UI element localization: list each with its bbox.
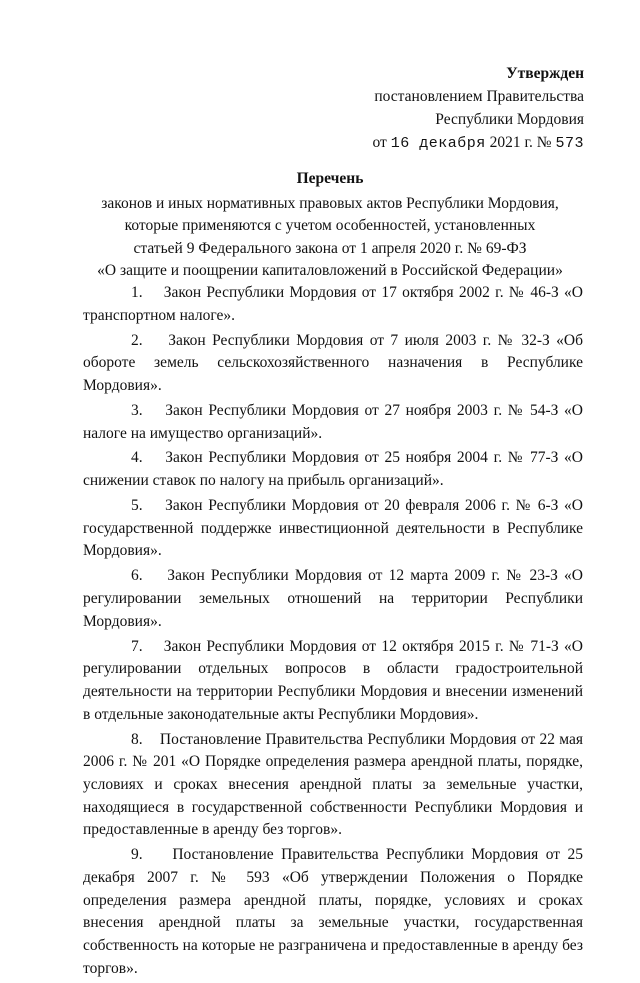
title-line-3: статьей 9 Федерального закона от 1 апреля 2020 г. № 69-ФЗ: [133, 239, 527, 257]
approval-heading: Утвержден: [506, 65, 584, 82]
approval-block: [354, 62, 584, 155]
list-item: 5. Закон Республики Мордовия от 20 февраля 2006 г. № 6-З «О государственной поддержке инвестиционной деятельности в Республике Мордовия».: [83, 497, 583, 560]
date-prefix: от: [372, 134, 387, 151]
title-line-4: «О защите и поощрении капиталовложений в Российской Федерации»: [97, 262, 563, 279]
title-line-2: которые применяются с учетом особенностей, установленных: [124, 217, 536, 234]
document-title: Перечень: [296, 170, 364, 187]
list-item: 8. Постановление Правительства Республики Мордовия от 22 мая 2006 г. № 201 «О Порядке определения размера арендной платы, порядке, условиях и сроках внесения арендной платы за земельные участки, находящиеся в государственной собственности Республики Мордовия и предоставленные в аренду без торгов».: [83, 730, 583, 839]
approval-line-1: постановлением Правительства: [374, 88, 584, 105]
date-year: 2021 г. №: [489, 134, 552, 151]
list-item: 4. Закон Республики Мордовия от 25 ноября 2004 г. № 77-З «О снижении ставок по налогу на прибыль организаций».: [83, 449, 583, 490]
list-item: 2. Закон Республики Мордовия от 7 июля 2003 г. № 32-З «Об обороте земель сельскохозяйственного назначения в Республике Мордовия».: [83, 331, 583, 394]
acts-list: [83, 282, 583, 983]
title-line-1: законов и иных нормативных правовых актов Республики Мордовия,: [101, 194, 559, 212]
approval-date-line: [354, 131, 584, 155]
title-block: [90, 168, 570, 283]
list-item: 9. Постановление Правительства Республики Мордовия от 25 декабря 2007 г. № 593 «Об утверждении Положения о Порядке определения размера арендной платы, порядке, условиях и сроках внесения арендной платы за земельные участки, государственная собственность на которые не разграничена и предоставленные в аренду без торгов».: [83, 846, 583, 977]
date-day-month: 16 декабря: [390, 135, 486, 152]
decree-number: 573: [555, 135, 584, 152]
list-item: 3. Закон Республики Мордовия от 27 ноября 2003 г. № 54-З «О налоге на имущество организаций».: [83, 401, 583, 442]
list-item: 1. Закон Республики Мордовия от 17 октября 2002 г. № 46-З «О транспортном налоге».: [83, 284, 583, 324]
list-item: 6. Закон Республики Мордовия от 12 марта 2009 г. № 23-З «О регулировании земельных отношений на территории Республики Мордовия».: [83, 567, 583, 630]
list-item: 7. Закон Республики Мордовия от 12 октября 2015 г. № 71-З «О регулировании отдельных вопросов в области градостроительной деятельности на территории Республики Мордовия и внесении изменений в отдельные законодательные акты Республики Мордовия».: [83, 637, 583, 723]
approval-line-2: Республики Мордовия: [435, 111, 584, 128]
